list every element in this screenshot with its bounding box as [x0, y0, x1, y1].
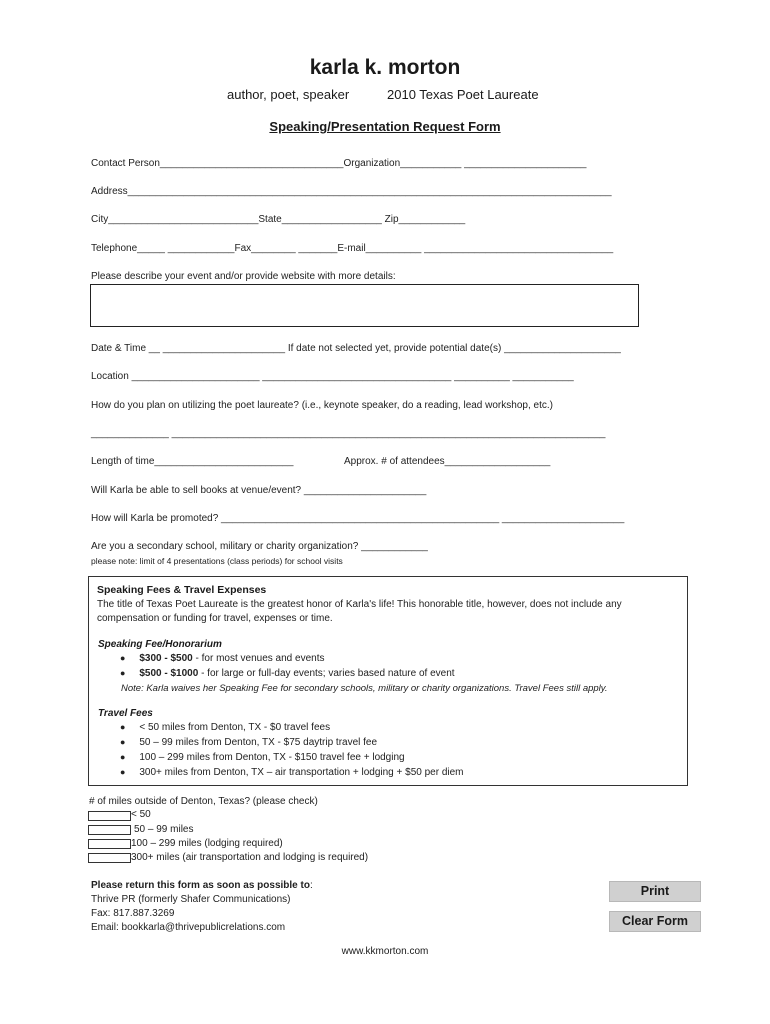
author-roles: author, poet, speaker	[227, 87, 350, 102]
print-button[interactable]: Print	[609, 881, 701, 902]
bullet-icon: ●	[120, 653, 126, 663]
clear-form-button[interactable]: Clear Form	[609, 911, 701, 932]
bullet-icon: ●	[120, 752, 126, 762]
describe-label: Please describe your event and/or provide website with more details:	[91, 271, 396, 282]
bullet-icon: ●	[120, 737, 126, 747]
miles-checkbox-300-plus[interactable]	[88, 853, 131, 863]
miles-question: # of miles outside of Denton, Texas? (please check)	[89, 796, 318, 807]
city-state-zip-field[interactable]: City___________________________State__________________ Zip____________	[91, 214, 466, 225]
miles-option-label: 300+ miles (air transportation and lodging is required)	[131, 852, 369, 863]
miles-option-label: 50 – 99 miles	[134, 824, 194, 835]
address-field[interactable]: Address_______________________________________________________________________________________	[91, 186, 612, 197]
miles-option-label: < 50	[131, 809, 151, 820]
travel-fee-item: ● 300+ miles from Denton, TX – air transportation + lodging + $50 per diem	[120, 767, 464, 778]
promoted-field[interactable]: How will Karla be promoted? __________________________________________________ ______________________	[91, 513, 625, 524]
location-field[interactable]: Location _______________________ __________________________________ __________ ___________	[91, 371, 574, 382]
date-time-field[interactable]: Date & Time __ ______________________ If date not selected yet, provide potential date(s) _____________________	[91, 343, 621, 354]
travel-fee-item: ● < 50 miles from Denton, TX - $0 travel fees	[120, 722, 331, 733]
author-name: karla k. morton	[309, 56, 461, 79]
return-heading: Please return this form as soon as possible to:	[91, 880, 313, 891]
fees-title: Speaking Fees & Travel Expenses	[97, 584, 267, 596]
contact-organization-field[interactable]: Contact Person_________________________________Organization___________ ______________________	[91, 158, 587, 169]
miles-checkbox-50-99[interactable]	[88, 825, 131, 835]
website-footer: www.kkmorton.com	[341, 946, 429, 957]
travel-fee-item: ● 50 – 99 miles from Denton, TX - $75 daytrip travel fee	[120, 737, 378, 748]
bullet-icon: ●	[120, 767, 126, 777]
form-title: Speaking/Presentation Request Form	[269, 119, 501, 134]
miles-option-label: 100 – 299 miles (lodging required)	[131, 838, 283, 849]
travel-fee-item: ● 100 – 299 miles from Denton, TX - $150 travel fee + lodging	[120, 752, 405, 763]
miles-checkbox-under-50[interactable]	[88, 811, 131, 821]
bullet-icon: ●	[120, 668, 126, 678]
speaking-fee-item: ● $300 - $500 - for most venues and events	[120, 653, 325, 664]
length-of-time-field[interactable]: Length of time_________________________	[91, 456, 294, 467]
school-visit-note: please note: limit of 4 presentations (class periods) for school visits	[91, 556, 343, 566]
speaking-fee-heading: Speaking Fee/Honorarium	[98, 639, 222, 650]
laureate-title: 2010 Texas Poet Laureate	[387, 87, 539, 102]
return-email: Email: bookkarla@thrivepublicrelations.com	[91, 922, 286, 933]
attendees-field[interactable]: Approx. # of attendees___________________	[344, 456, 551, 467]
bullet-icon: ●	[120, 722, 126, 732]
event-description-textarea[interactable]	[90, 284, 639, 327]
return-fax: Fax: 817.887.3269	[91, 908, 175, 919]
sell-books-field[interactable]: Will Karla be able to sell books at venue/event? ______________________	[91, 485, 427, 496]
speaking-fee-note: Note: Karla waives her Speaking Fee for secondary schools, military or charity organizations. Travel Fees still apply.	[121, 683, 608, 694]
speaking-fee-item: ● $500 - $1000 - for large or full-day events; varies based nature of event	[120, 668, 455, 679]
return-organization: Thrive PR (formerly Shafer Communications)	[91, 894, 291, 905]
secondary-school-field[interactable]: Are you a secondary school, military or charity organization? ____________	[91, 541, 428, 552]
fees-intro-line-2: compensation or funding for travel, expenses or time.	[97, 613, 333, 624]
how-plan-field[interactable]: ______________ ______________________________________________________________________________	[91, 428, 606, 439]
fees-intro-line-1: The title of Texas Poet Laureate is the greatest honor of Karla's life! This honorable title, however, does not include any	[97, 599, 622, 610]
travel-fees-heading: Travel Fees	[98, 708, 153, 719]
how-plan-label: How do you plan on utilizing the poet laureate? (i.e., keynote speaker, do a reading, lead workshop, etc.)	[91, 400, 553, 411]
miles-checkbox-100-299[interactable]	[88, 839, 131, 849]
telephone-fax-email-field[interactable]: Telephone_____ ____________Fax________ _______E-mail__________ __________________________________	[91, 243, 614, 254]
